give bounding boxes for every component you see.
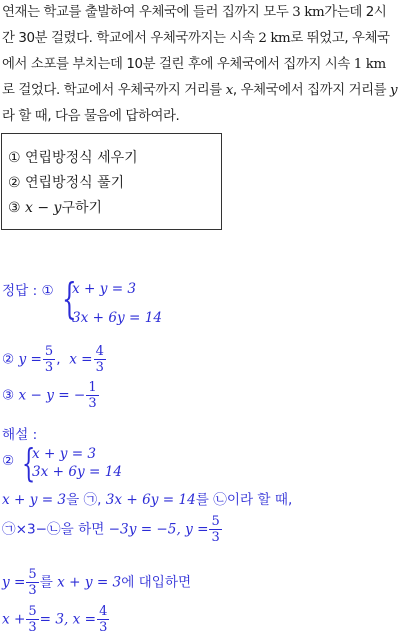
explanation-label: 해설 : <box>2 427 38 443</box>
problem-part-1: 연재는 학교를 출발하여 우체국에 들러 집까지 모두 <box>2 5 293 20</box>
answer-2-separator: , <box>56 351 61 368</box>
fraction <box>97 604 109 635</box>
fraction-numerator: 1 <box>88 380 97 395</box>
equation: x + y = 3 <box>2 492 67 508</box>
fraction <box>43 344 55 375</box>
explanation-text: ㉠×3−㉡을 하면 <box>2 521 109 538</box>
fraction-denominator: 3 <box>211 530 220 545</box>
problem-part-4: 로 걸었다. 학교에서 우체국까지 거리를 <box>2 83 226 98</box>
value-2: 2 <box>258 31 267 46</box>
problem-part-2: 가는데 2시간 30분 걸렸다. 학교에서 우체국까지는 시속 <box>2 5 387 46</box>
fraction <box>86 380 98 411</box>
answer-equation-2: 3x + 6y = 14 <box>72 310 163 326</box>
explanation-text: 를 <box>39 574 58 591</box>
value-1: 1 <box>353 57 362 72</box>
fraction-denominator: 3 <box>28 583 37 598</box>
equation: y = <box>2 574 26 591</box>
explanation-line-3 <box>2 567 191 598</box>
task-1: ① 연립방정식 세우기 <box>8 150 138 166</box>
explanation-line-2 <box>2 514 223 545</box>
explanation-brace: { <box>22 441 36 485</box>
answer-3-line <box>2 380 100 411</box>
problem-text <box>2 0 398 130</box>
explanation-text: 에 대입하면 <box>121 574 192 591</box>
answer-label: 정답 : ① <box>2 283 54 299</box>
fraction-numerator: 5 <box>28 604 37 619</box>
task-2: ② 연립방정식 풀기 <box>8 175 125 191</box>
fraction-denominator: 3 <box>88 396 97 411</box>
task-3-number: ③ <box>8 200 26 216</box>
task-3-text: 구하기 <box>61 200 103 216</box>
explanation-equation-1: x + y = 3 <box>32 446 97 462</box>
fraction-numerator: 5 <box>28 567 37 582</box>
fraction-denominator: 3 <box>99 620 108 635</box>
variable-x: x <box>225 83 233 98</box>
value-3: 3 <box>292 5 301 20</box>
fraction-denominator: 3 <box>95 360 104 375</box>
fraction-denominator: 3 <box>28 620 37 635</box>
fraction <box>94 344 106 375</box>
answer-brace: { <box>62 274 77 323</box>
task-box <box>1 133 222 230</box>
equation: −3y = −5, y = <box>108 521 209 538</box>
explanation-system-label: ② <box>2 453 15 469</box>
task-3-expression: x − y <box>25 200 62 216</box>
explanation-line-1 <box>2 488 292 508</box>
fraction-denominator: 3 <box>44 360 54 375</box>
equation: 3x + 6y = 14 <box>105 492 196 508</box>
unit-km: km <box>270 31 291 46</box>
equation: x + <box>2 611 26 628</box>
fraction <box>26 567 38 598</box>
fraction-numerator: 5 <box>44 344 54 359</box>
task-3 <box>8 196 221 221</box>
answer-2-x: x = <box>69 351 93 368</box>
fraction-numerator: 4 <box>99 604 108 619</box>
equation: = 3, x = <box>39 611 97 628</box>
answer-2-line <box>2 344 107 375</box>
fraction-numerator: 4 <box>95 344 104 359</box>
answer-3-label: ③ <box>2 387 15 404</box>
variable-y: y <box>390 83 398 98</box>
unit-km: km <box>304 5 325 20</box>
fraction <box>209 514 221 545</box>
explanation-line-4 <box>2 604 110 635</box>
fraction-numerator: 5 <box>211 514 220 529</box>
answer-2-y: y = <box>18 351 42 368</box>
explanation-text: 를 ㉡이라 할 때, <box>195 492 293 508</box>
answer-2-label: ② <box>2 351 15 368</box>
fraction <box>26 604 38 635</box>
explanation-text: 을 ㉠, <box>66 492 106 508</box>
answer-equation-1: x + y = 3 <box>72 281 137 297</box>
problem-part-3: 로 뛰었고, 우체국에서 소포를 부치는데 10분 걸린 후에 우체국에서 집까지 시속 <box>2 31 390 72</box>
equation: x + y = 3 <box>57 574 122 591</box>
unit-km: km <box>365 57 386 72</box>
explanation-equation-2: 3x + 6y = 14 <box>32 464 123 480</box>
problem-part-6: 라 할 때, 다음 물음에 답하여라. <box>2 109 180 124</box>
answer-3-expression: x − y = − <box>18 387 86 404</box>
problem-part-5: , 우체국에서 집까지 거리를 <box>232 83 391 98</box>
